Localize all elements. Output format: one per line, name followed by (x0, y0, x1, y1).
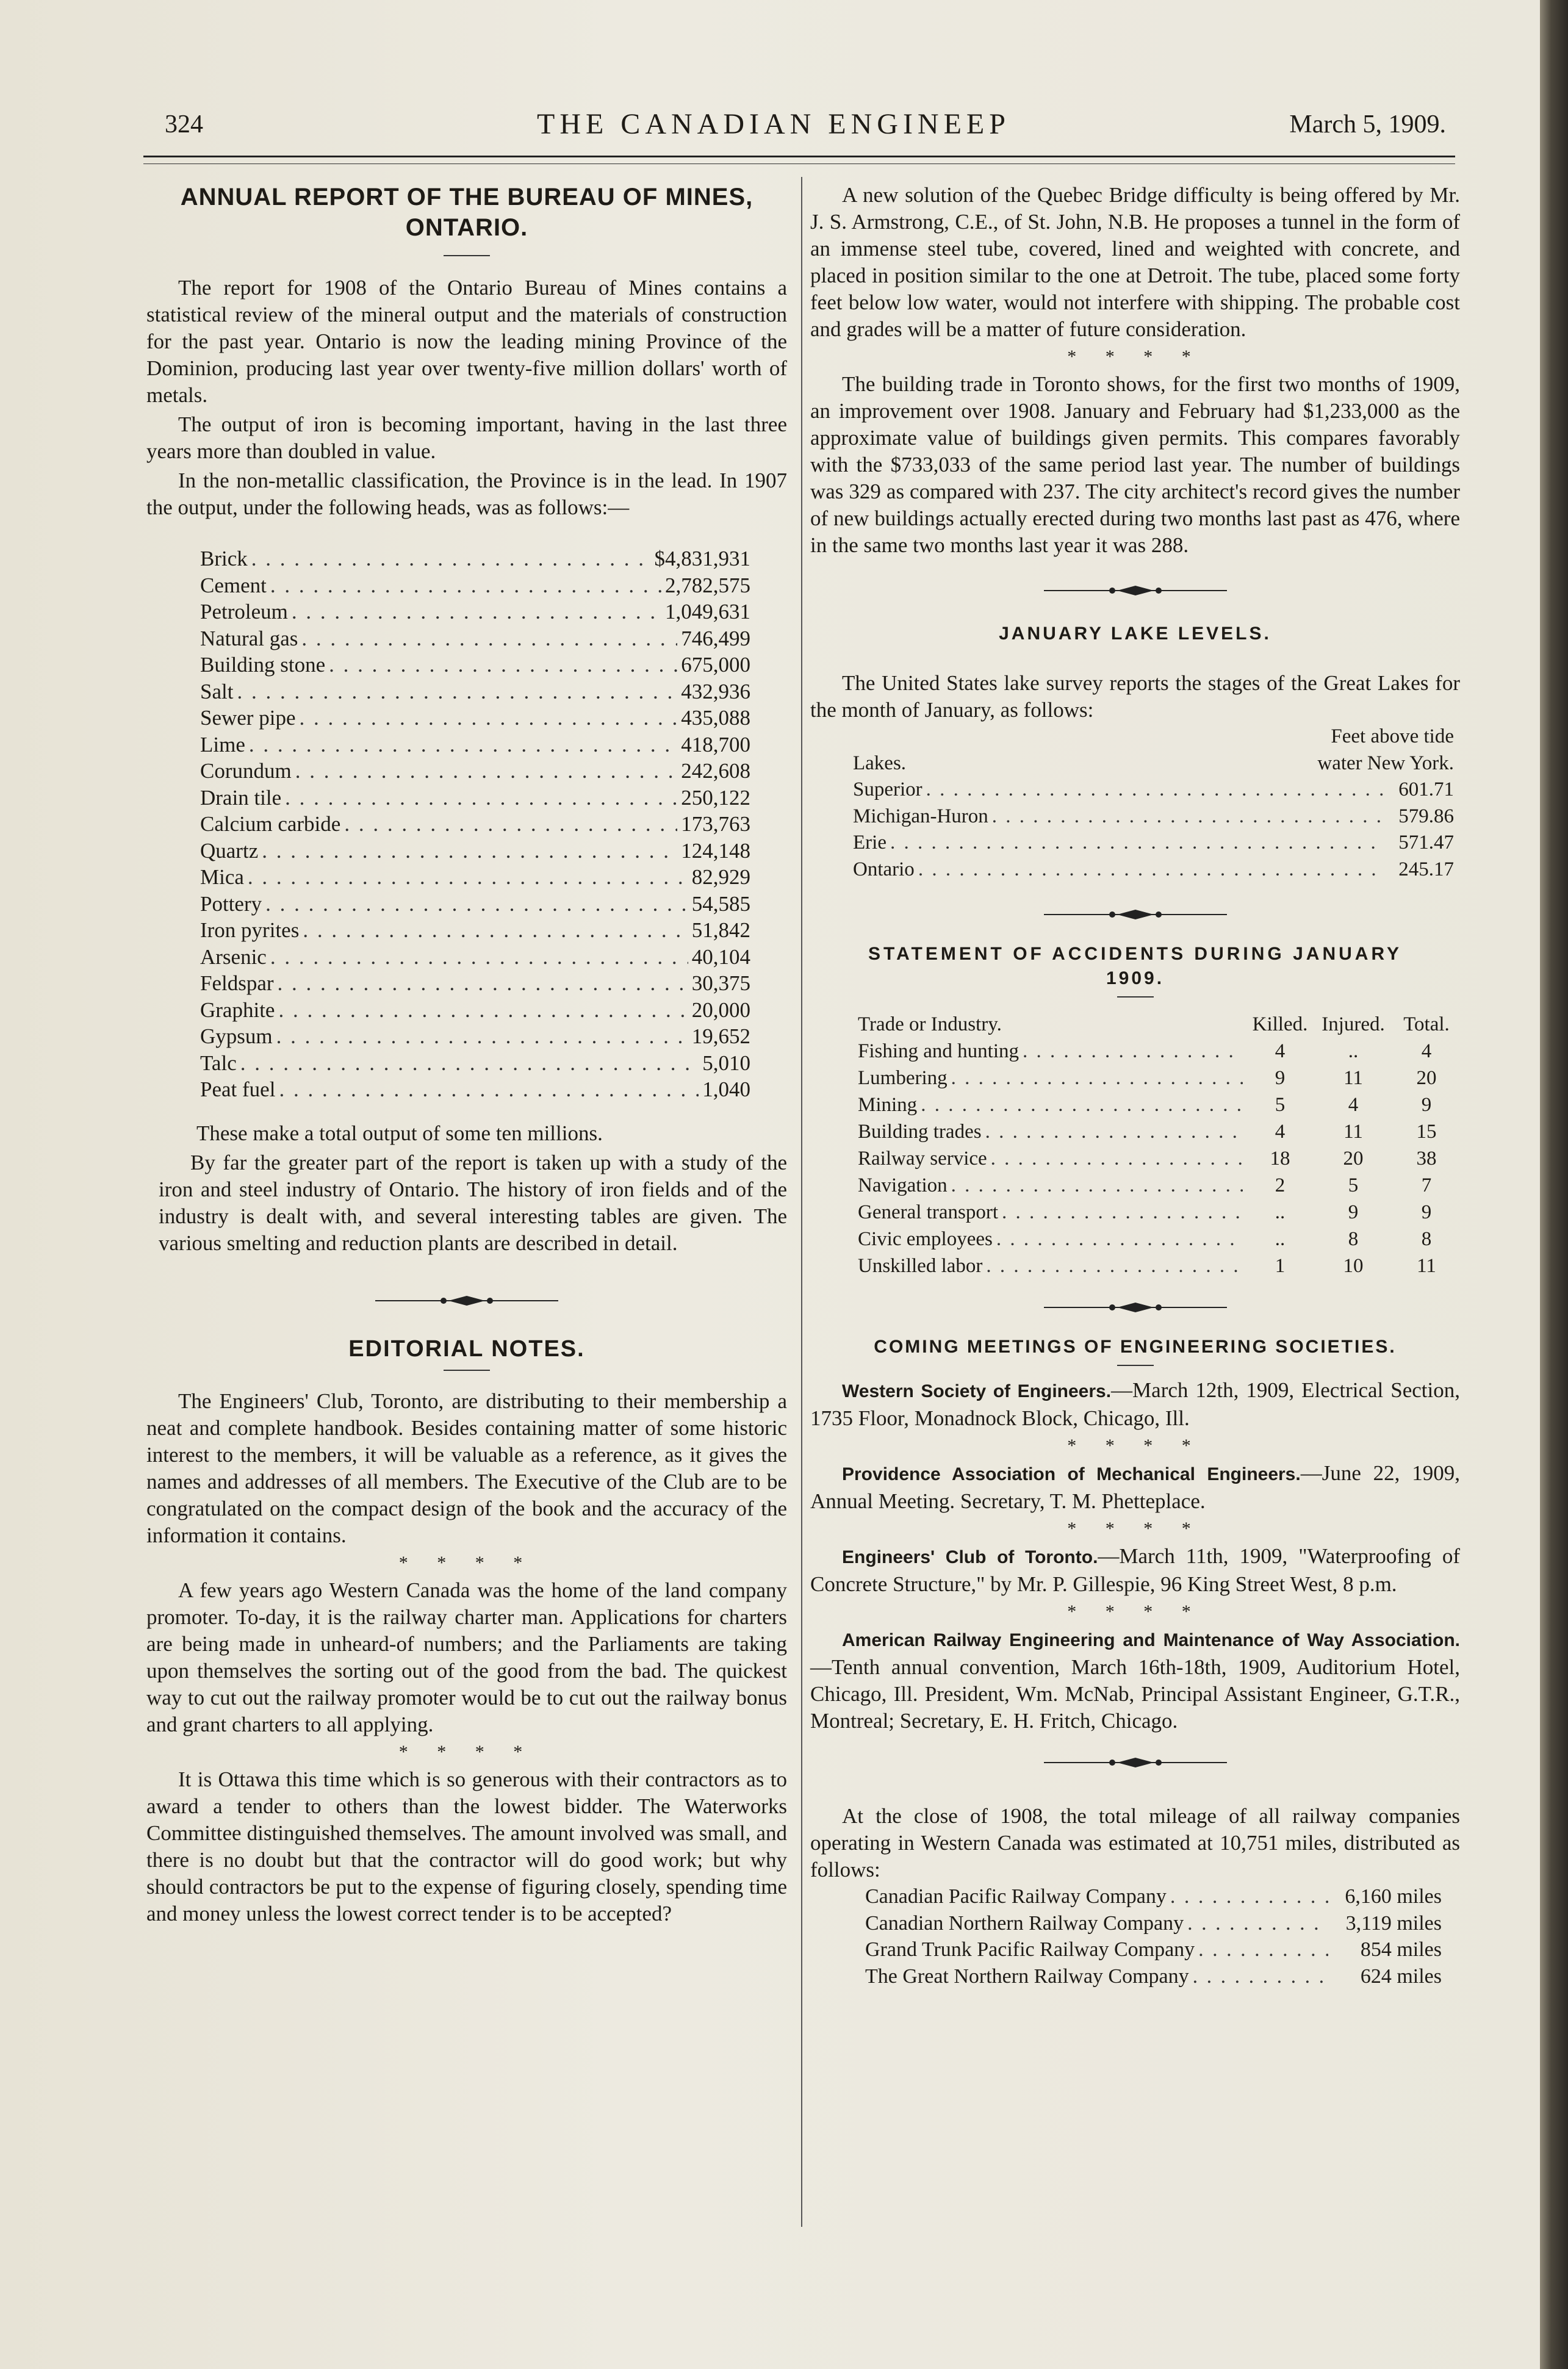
accident-trade: Navigation (858, 1174, 948, 1196)
report-paragraph: In the non-metallic classification, the Province is in the lead. In 1907 the output, under the following heads, was as follows:— (146, 469, 787, 519)
leader-dots (301, 625, 677, 652)
output-name: Quartz (200, 838, 259, 863)
meeting-details: —March 12th, 1909, Electrical Section, 1735 Floor, Monadnock Block, Chicago, Ill. (810, 1378, 1460, 1430)
output-value: 173,763 (681, 812, 750, 836)
lake-row (853, 857, 1454, 883)
accident-total: 9 (1421, 1201, 1432, 1223)
star-separator: * * * * (1067, 347, 1203, 367)
output-value: 54,585 (691, 891, 750, 916)
header-killed: Killed. (1252, 1013, 1308, 1035)
leader-dots (1002, 1199, 1243, 1226)
accident-injured: 10 (1343, 1255, 1364, 1277)
meeting-item (810, 1377, 1460, 1432)
output-value: $4,831,931 (654, 547, 750, 570)
lake-row (853, 803, 1454, 830)
lake-col-header (853, 750, 1454, 777)
header-injured: Injured. (1322, 1013, 1385, 1035)
journal-title: THE CANADIAN ENGINEEP (537, 108, 1010, 140)
accident-total: 4 (1421, 1040, 1432, 1062)
output-row (200, 864, 750, 891)
accident-trade: Fishing and hunting (858, 1040, 1020, 1062)
output-name: Petroleum (200, 600, 288, 624)
report-paragraph: The report for 1908 of the Ontario Bureau of Mines contains a statistical review of the mineral output and the materials of construction for the past year. Ontario is now the leading mining Province of the Dominion, producing last year over twenty-five million dollars' worth of metals. (146, 276, 787, 407)
right-column (810, 182, 1460, 1990)
leader-dots (1198, 1936, 1328, 1963)
accident-injured: 5 (1348, 1174, 1359, 1196)
star-separator: * * * * (398, 1741, 535, 1762)
leader-dots (240, 1050, 699, 1077)
meeting-society-name: American Railway Engineering and Maintenance of Way Association. (842, 1630, 1460, 1650)
output-row (200, 758, 750, 785)
accident-row (858, 1145, 1460, 1172)
left-column (146, 182, 787, 1927)
meeting-details: —June 22, 1909, Annual Meeting. Secretary, T. M. Phetteplace. (810, 1461, 1460, 1513)
ornament-divider (1044, 583, 1227, 598)
article-title-line2: ONTARIO. (405, 214, 528, 241)
output-row (200, 997, 750, 1024)
leader-dots (251, 545, 651, 572)
output-value: 19,652 (691, 1024, 750, 1048)
output-name: Brick (200, 547, 248, 570)
accident-row (858, 1253, 1460, 1279)
accident-injured: 11 (1343, 1121, 1363, 1143)
meeting-details: —March 11th, 1909, "Waterproofing of Concrete Structure," by Mr. P. Gillespie, 96 King Street West, 8 p.m. (810, 1544, 1460, 1596)
output-row (200, 545, 750, 572)
leader-dots (295, 758, 678, 785)
star-separator: * * * * (1067, 1602, 1203, 1622)
accident-injured: 8 (1348, 1228, 1359, 1250)
accident-injured: 4 (1348, 1094, 1359, 1116)
accident-trade: Mining (858, 1094, 918, 1116)
header-trade: Trade or Industry. (858, 1013, 1002, 1035)
lake-col-header-left: Lakes. (853, 752, 907, 774)
accident-row (858, 1118, 1460, 1145)
leader-dots (248, 864, 688, 891)
meetings-title: COMING MEETINGS OF ENGINEERING SOCIETIES. (874, 1337, 1397, 1357)
lake-levels-title: JANUARY LAKE LEVELS. (999, 624, 1271, 644)
leader-dots (329, 652, 677, 678)
meeting-society-name: Western Society of Engineers. (842, 1381, 1112, 1401)
railway-company: Canadian Northern Railway Company (865, 1911, 1184, 1935)
leader-dots (1193, 1963, 1328, 1990)
output-value: 418,700 (681, 732, 750, 757)
output-row (200, 970, 750, 997)
output-value: 30,375 (691, 971, 750, 995)
accident-total: 38 (1416, 1148, 1437, 1170)
output-name: Arsenic (200, 944, 267, 969)
railway-row (865, 1883, 1442, 1910)
accident-injured: 20 (1343, 1148, 1364, 1170)
output-row (200, 944, 750, 971)
output-row (200, 625, 750, 652)
output-value: 432,936 (681, 679, 750, 703)
page-header (165, 104, 1446, 153)
title-rule (1117, 996, 1154, 998)
output-value: 435,088 (681, 706, 750, 730)
title-rule (444, 1370, 490, 1371)
accident-row (858, 1091, 1460, 1118)
accident-killed: 9 (1275, 1067, 1286, 1089)
lake-name: Erie (853, 832, 886, 854)
accident-killed: .. (1275, 1228, 1286, 1250)
accidents-header-row (858, 1011, 1460, 1038)
star-separator: * * * * (1067, 1519, 1203, 1539)
output-row (200, 1076, 750, 1103)
article-title: ANNUAL REPORT OF THE BUREAU OF MINES, (180, 184, 753, 210)
title-rule (1117, 1365, 1154, 1366)
editorial-paragraph: It is Ottawa this time which is so generous with their contractors as to award a tender to others than the lowest bidder. The Waterworks Committee distinguished themselves. The amount involved was small, and there is no doubt but that the contractor will do good work; but why should contractors be put to the expense of figuring closely, spending time and money unless the lowest correct tender is to be accepted? (146, 1767, 787, 1925)
output-name: Building stone (200, 653, 326, 677)
editorial-paragraph: A few years ago Western Canada was the home of the land company promoter. To-day, it is the railway charter man. Applications for charters are being made in unheard-of numbers; and the Parliaments are taking upon themselves the sorting out of the good from the bad. The quickest way to cut out the railway promoter would be to cut out the railway bonus and grant charters to all applying. (146, 1578, 787, 1736)
page-number: 324 (165, 110, 203, 138)
accident-trade: Unskilled labor (858, 1255, 983, 1277)
title-rule (444, 255, 490, 256)
output-row (200, 891, 750, 918)
report-paragraph: The output of iron is becoming important, having in the last three years more than doubled in value. (146, 412, 787, 463)
mineral-output-list (200, 545, 750, 1103)
output-row (200, 838, 750, 865)
meeting-society-name: Engineers' Club of Toronto. (842, 1547, 1098, 1567)
railway-miles: 854 miles (1360, 1938, 1442, 1961)
report-paragraph: By far the greater part of the report is taken up with a study of the iron and steel industry of Ontario. The history of iron fields and of the industry is dealt with, and several interesting tables are given. The various smelting and reduction plants are described in detail. (159, 1150, 787, 1255)
accident-trade: Building trades (858, 1121, 982, 1143)
lake-col-header-right: water New York. (1317, 752, 1454, 774)
leader-dots (991, 1145, 1243, 1172)
output-value: 40,104 (691, 944, 750, 969)
output-value: 51,842 (691, 918, 750, 942)
editorial-paragraph: The Engineers' Club, Toronto, are distributing to their membership a neat and complete handbook. Besides containing matter of some historic interest to the members, it will be valuable as a reference, as it gives the names and addresses of all members. The Executive of the Club are to be congratulated on the compact design of the book and the accuracy of the information it contains. (146, 1389, 787, 1547)
leader-dots (279, 1076, 699, 1103)
report-paragraph: These make a total output of some ten millions. (196, 1121, 603, 1145)
leader-dots (918, 857, 1383, 883)
star-separator: * * * * (398, 1552, 535, 1573)
accident-total: 7 (1421, 1174, 1432, 1196)
lake-levels-intro: The United States lake survey reports the stages of the Great Lakes for the month of January, as follows: (810, 671, 1460, 722)
accident-killed: 5 (1275, 1094, 1286, 1116)
meeting-item (810, 1543, 1460, 1598)
output-name: Natural gas (200, 626, 298, 650)
lake-col-header-top: Feet above tide (1331, 725, 1454, 747)
railway-company: Canadian Pacific Railway Company (865, 1885, 1167, 1908)
railway-miles: 3,119 miles (1345, 1911, 1442, 1935)
lake-name: Michigan-Huron (853, 805, 988, 827)
output-name: Iron pyrites (200, 918, 300, 942)
leader-dots (890, 830, 1383, 857)
leader-dots (292, 599, 661, 625)
meeting-society-name: Providence Association of Mechanical Engineers. (842, 1464, 1301, 1484)
lake-value: 579.86 (1398, 805, 1454, 827)
lake-name: Ontario (853, 858, 915, 880)
output-name: Calcium carbide (200, 812, 341, 836)
leader-dots (1170, 1883, 1328, 1910)
output-name: Salt (200, 679, 234, 703)
leader-dots (270, 944, 688, 971)
accident-total: 15 (1416, 1121, 1437, 1143)
accidents-title: STATEMENT OF ACCIDENTS DURING JANUARY (868, 944, 1402, 964)
output-row (200, 732, 750, 758)
ornament-divider (1044, 1755, 1227, 1770)
accidents-title-year: 1909. (1106, 968, 1165, 988)
accident-injured: 9 (1348, 1201, 1359, 1223)
accident-row (858, 1226, 1460, 1253)
leader-dots (985, 1118, 1243, 1145)
lake-rows (853, 777, 1454, 883)
note-paragraph: The building trade in Toronto shows, for the first two months of 1909, an improvement over 1908. January and February had $1,233,000 as the approximate value of buildings given permits. This compares favorably with the $733,033 of the same period last year. The number of buildings was 329 as compared with 237. The city architect's record gives the number of new buildings actually erected during two months last past as 476, where in the same two months last year it was 288. (810, 372, 1460, 557)
output-value: 250,122 (681, 785, 750, 810)
output-value: 1,049,631 (665, 600, 750, 624)
accident-row (858, 1038, 1460, 1065)
output-name: Mica (200, 865, 244, 889)
railway-miles: 6,160 miles (1345, 1885, 1442, 1908)
railway-mileage-list (865, 1883, 1442, 1990)
output-row (200, 705, 750, 732)
ornament-divider (375, 1293, 558, 1308)
leader-dots (276, 1023, 688, 1050)
output-name: Sewer pipe (200, 706, 296, 730)
star-separator: * * * * (1067, 1436, 1203, 1456)
output-value: 124,148 (681, 838, 750, 863)
column-divider (801, 177, 802, 2227)
output-value: 746,499 (681, 626, 750, 650)
leader-dots (278, 997, 688, 1024)
output-value: 20,000 (691, 998, 750, 1022)
output-name: Graphite (200, 998, 275, 1022)
accident-total: 9 (1421, 1094, 1432, 1116)
output-name: Corundum (200, 759, 292, 783)
railway-intro: At the close of 1908, the total mileage of all railway companies operating in Western Canada was estimated at 10,751 miles, distributed as follows: (810, 1804, 1460, 1882)
accident-total: 20 (1416, 1067, 1437, 1089)
output-row (200, 917, 750, 944)
page-edge (1540, 0, 1568, 2369)
leader-dots (951, 1065, 1243, 1091)
output-name: Lime (200, 732, 245, 757)
accident-trade: Lumbering (858, 1067, 948, 1089)
leader-dots (237, 678, 677, 705)
output-name: Drain tile (200, 785, 282, 810)
lake-value: 245.17 (1398, 858, 1454, 880)
accident-row (858, 1172, 1460, 1199)
output-row (200, 785, 750, 811)
issue-date: March 5, 1909. (1289, 110, 1446, 138)
output-row (200, 599, 750, 625)
lake-value: 571.47 (1398, 832, 1454, 854)
ornament-divider (1044, 907, 1227, 922)
output-name: Cement (200, 573, 267, 597)
railway-row (865, 1936, 1442, 1963)
leader-dots (303, 917, 688, 944)
meeting-details: —Tenth annual convention, March 16th-18th, 1909, Auditorium Hotel, Chicago, Ill. President, Wm. McNab, Principal Assistant Engineer, G.T.R., Montreal; Secretary, E. H. Fritch, Chicago. (810, 1655, 1460, 1733)
output-row (200, 652, 750, 678)
output-value: 82,929 (691, 865, 750, 889)
output-value: 1,040 (702, 1077, 750, 1101)
leader-dots (249, 732, 677, 758)
accident-trade: General transport (858, 1201, 998, 1223)
accident-killed: 4 (1275, 1040, 1286, 1062)
railway-row (865, 1910, 1442, 1937)
leader-dots (992, 803, 1383, 830)
accident-row (858, 1199, 1460, 1226)
header-total: Total. (1403, 1013, 1450, 1035)
railway-company: The Great Northern Railway Company (865, 1965, 1189, 1988)
leader-dots (1023, 1038, 1243, 1065)
railway-miles: 624 miles (1360, 1965, 1442, 1988)
leader-dots (262, 838, 677, 865)
header-rule (143, 156, 1455, 157)
output-value: 675,000 (681, 653, 750, 677)
accident-total: 8 (1421, 1228, 1432, 1250)
leader-dots (270, 572, 661, 599)
leader-dots (986, 1253, 1243, 1279)
leader-dots (1187, 1910, 1328, 1937)
accident-killed: 1 (1275, 1255, 1286, 1277)
lake-row (853, 830, 1454, 857)
leader-dots (265, 891, 688, 918)
accident-total: 11 (1417, 1255, 1436, 1277)
ornament-divider (1044, 1300, 1227, 1315)
leader-dots (921, 1091, 1243, 1118)
leader-dots (285, 785, 677, 811)
accident-killed: 2 (1275, 1174, 1286, 1196)
accident-killed: 4 (1275, 1121, 1286, 1143)
leader-dots (996, 1226, 1243, 1253)
leader-dots (278, 970, 688, 997)
leader-dots (299, 705, 677, 732)
accident-killed: .. (1275, 1201, 1286, 1223)
railway-row (865, 1963, 1442, 1990)
lake-levels-table (853, 724, 1454, 883)
meeting-item (810, 1460, 1460, 1515)
note-paragraph: A new solution of the Quebec Bridge difficulty is being offered by Mr. J. S. Armstrong, C.E., of St. John, N.B. He proposes a tunnel in the form of an immense steel tube, covered, lined and weighted with concrete, and placed in position similar to the one at Detroit. The tube, placed some forty feet below low water, would not interfere with shipping. The probable cost and grades will be a matter of future consideration. (810, 183, 1460, 341)
lake-value: 601.71 (1398, 778, 1454, 800)
leader-dots (951, 1172, 1243, 1199)
accident-trade: Railway service (858, 1148, 987, 1170)
leader-dots (926, 777, 1383, 803)
meetings-list (810, 1377, 1460, 1735)
accident-injured: 11 (1343, 1067, 1363, 1089)
editorial-title: EDITORIAL NOTES. (348, 1335, 585, 1362)
output-row (200, 678, 750, 705)
accident-killed: 18 (1270, 1148, 1290, 1170)
meeting-item (810, 1626, 1460, 1735)
output-row (200, 1023, 750, 1050)
railway-company: Grand Trunk Pacific Railway Company (865, 1938, 1195, 1961)
lake-row (853, 777, 1454, 803)
output-row (200, 811, 750, 838)
accident-injured: .. (1348, 1040, 1359, 1062)
accidents-rows (858, 1038, 1460, 1279)
accident-row (858, 1065, 1460, 1091)
lake-name: Superior (853, 778, 922, 800)
accidents-table (858, 1011, 1460, 1279)
output-name: Pottery (200, 891, 262, 916)
output-value: 242,608 (681, 759, 750, 783)
output-row (200, 1050, 750, 1077)
output-row (200, 572, 750, 599)
output-value: 2,782,575 (665, 573, 750, 597)
output-name: Gypsum (200, 1024, 273, 1048)
output-value: 5,010 (702, 1051, 750, 1075)
leader-dots (344, 811, 677, 838)
output-name: Feldspar (200, 971, 274, 995)
output-name: Talc (200, 1051, 237, 1075)
accident-trade: Civic employees (858, 1228, 993, 1250)
output-name: Peat fuel (200, 1077, 276, 1101)
